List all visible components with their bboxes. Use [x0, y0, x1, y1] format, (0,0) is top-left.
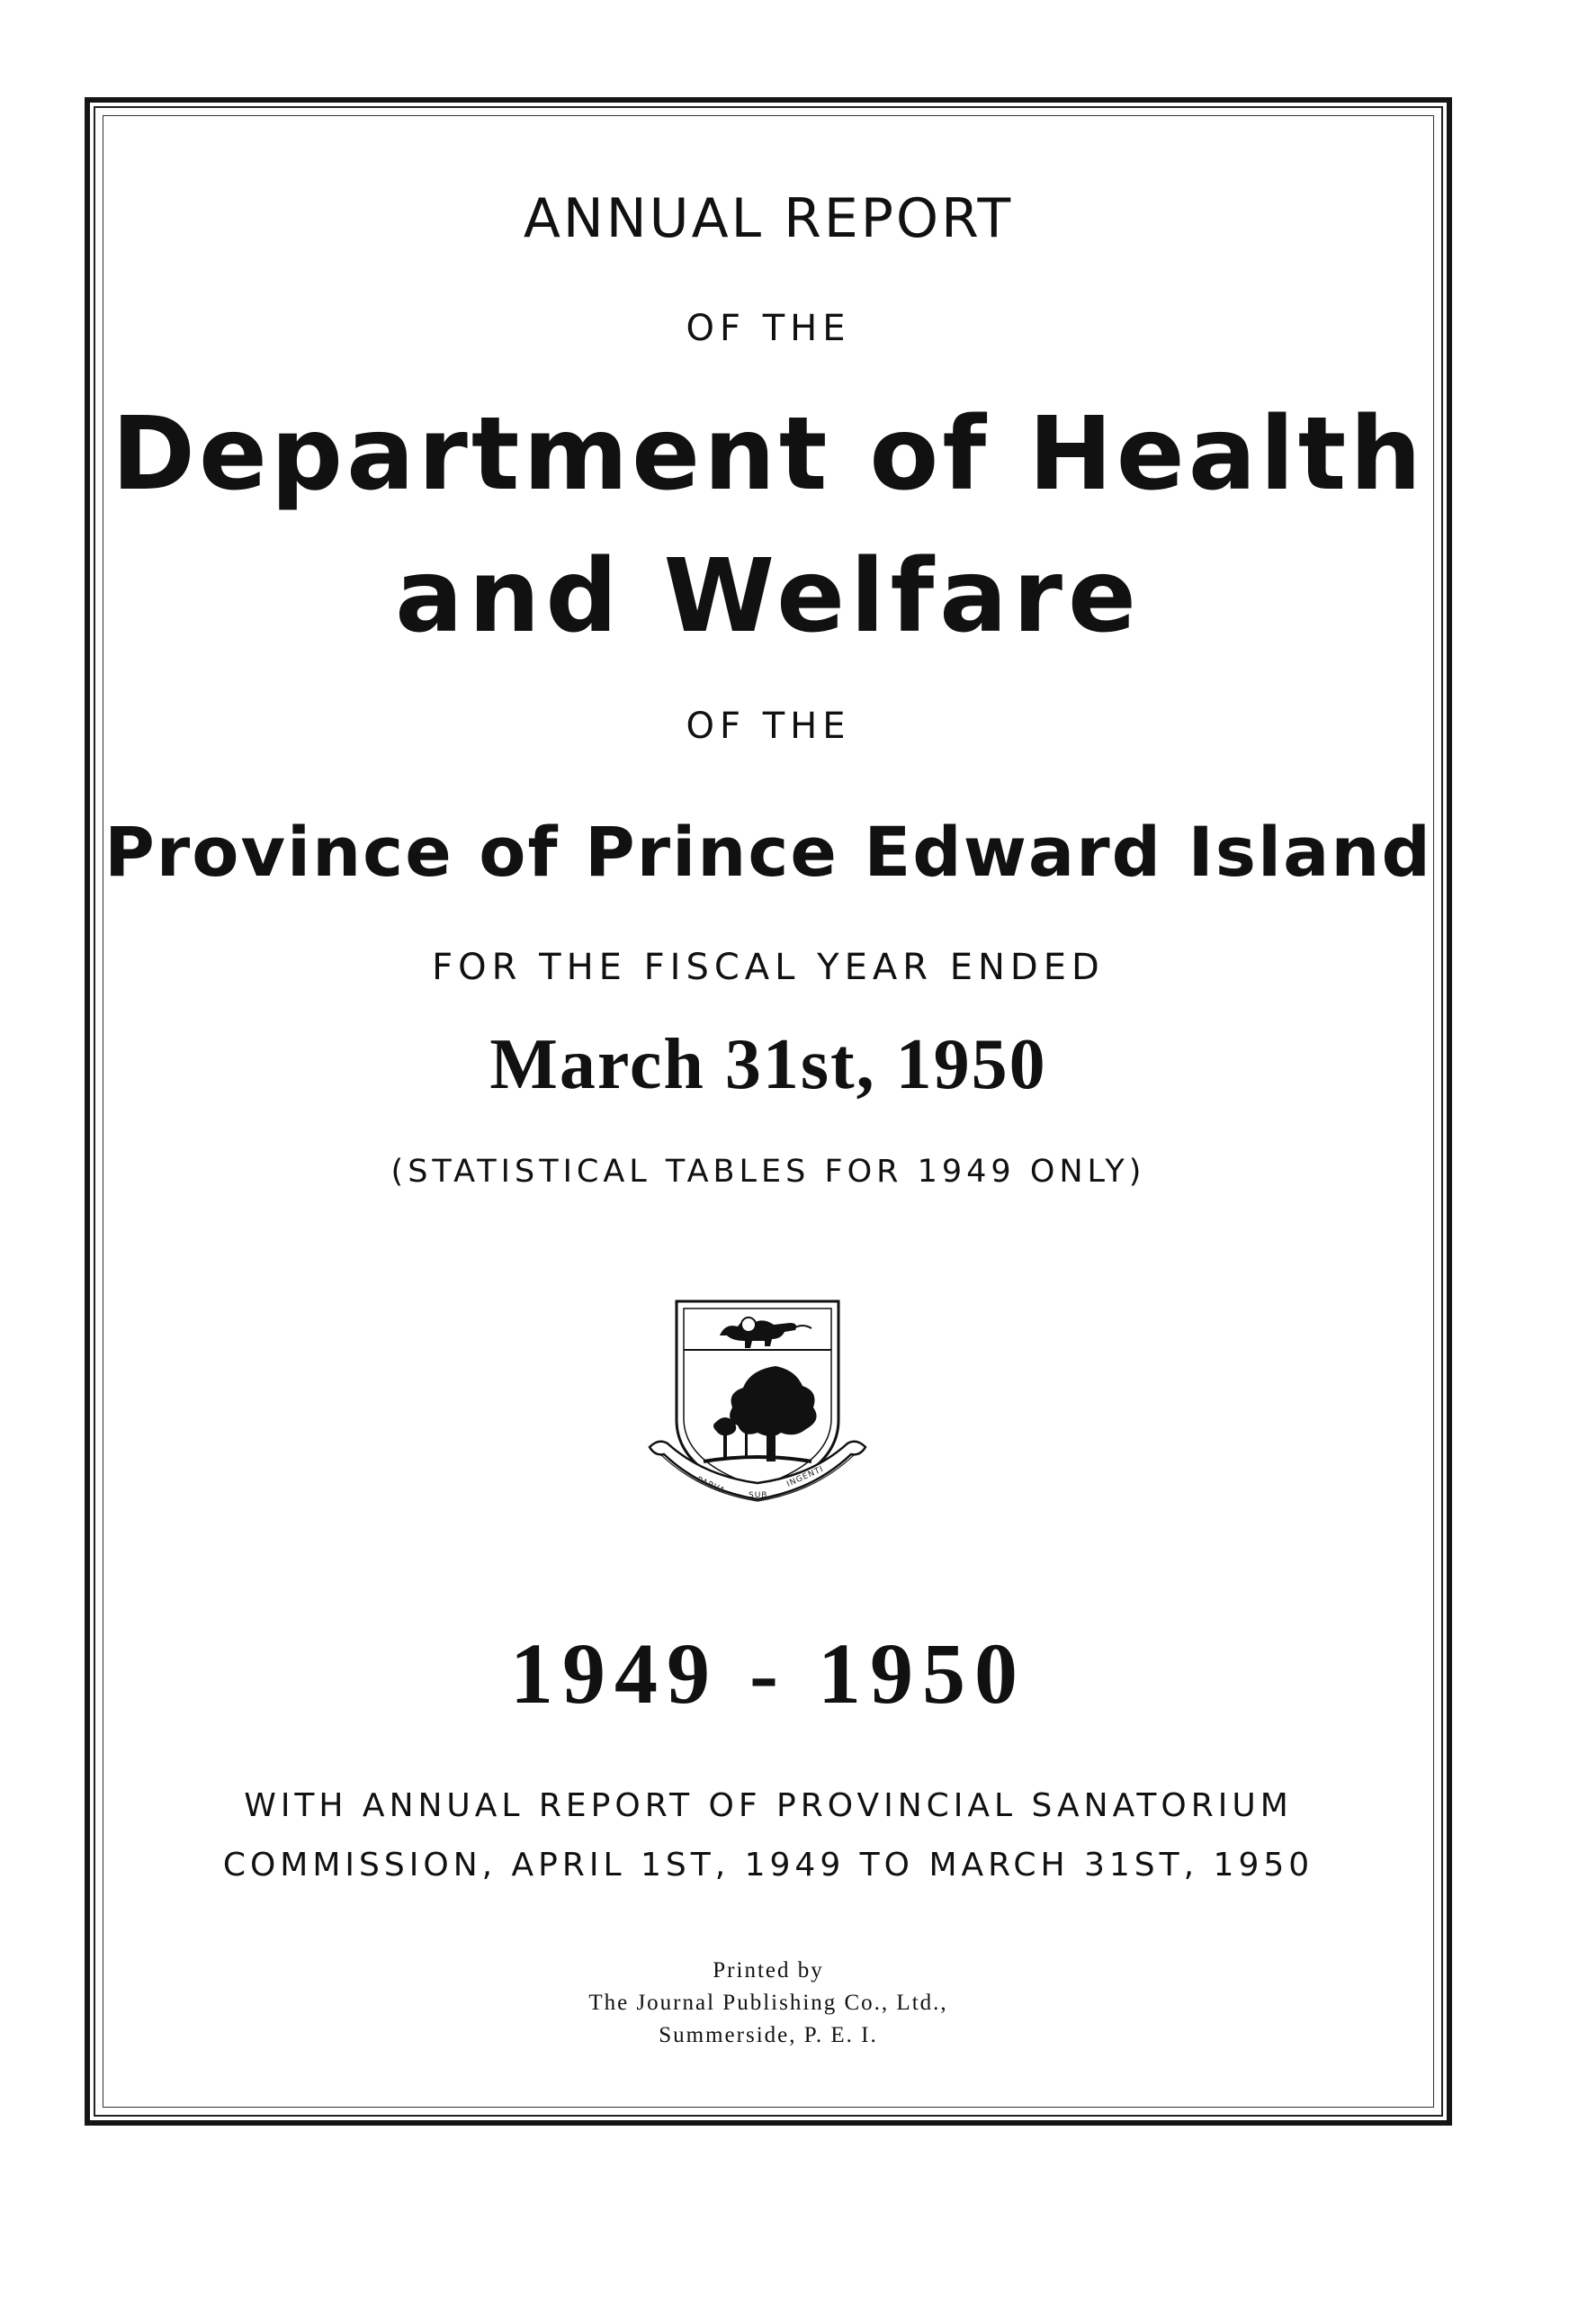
- svg-text:PARVA: PARVA: [695, 1475, 727, 1497]
- department-title: Department of Health: [112, 396, 1425, 513]
- sanatorium-note-line1: WITH ANNUAL REPORT OF PROVINCIAL SANATORIUM: [244, 1787, 1293, 1824]
- fiscal-year-end-date: March 31st, 1950: [489, 1025, 1047, 1104]
- printer-credit-line3: Summerside, P. E. I.: [659, 2023, 878, 2047]
- statistical-tables-note: (STATISTICAL TABLES FOR 1949 ONLY): [390, 1154, 1146, 1190]
- printer-credit-line1: Printed by: [713, 1958, 824, 1983]
- report-years: 1949 - 1950: [510, 1625, 1027, 1722]
- department-title-line2: and Welfare: [395, 538, 1142, 655]
- svg-text:SUB: SUB: [749, 1491, 768, 1500]
- coat-of-arms-icon: [641, 1294, 874, 1528]
- sanatorium-note-line2: COMMISSION, APRIL 1ST, 1949 TO MARCH 31ST, 1950: [222, 1847, 1314, 1884]
- province-title: Province of Prince Edward Island: [104, 812, 1432, 892]
- fiscal-year-label: FOR THE FISCAL YEAR ENDED: [432, 947, 1105, 988]
- of-the-text-1: OF THE: [686, 308, 851, 349]
- report-heading: ANNUAL REPORT: [523, 187, 1014, 250]
- svg-text:INGENTI: INGENTI: [785, 1464, 826, 1489]
- of-the-text-2: OF THE: [686, 706, 851, 747]
- printer-credit-line2: The Journal Publishing Co., Ltd.,: [588, 1991, 948, 2015]
